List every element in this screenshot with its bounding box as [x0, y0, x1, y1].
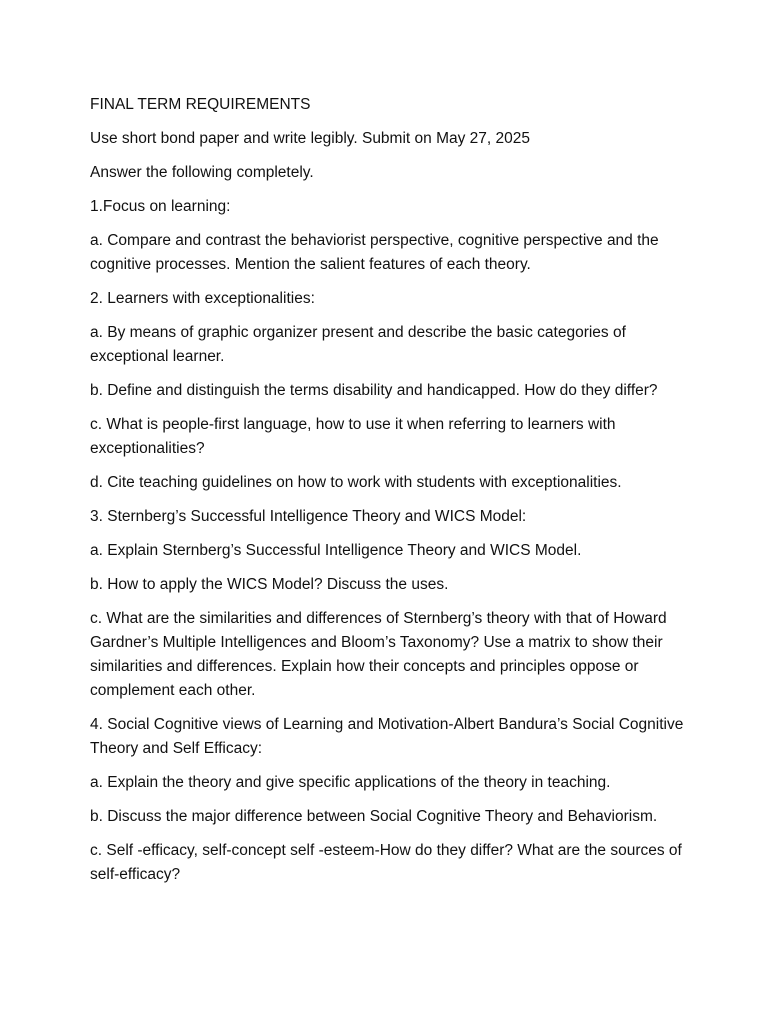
- question-2b: b. Define and distinguish the terms disability and handicapped. How do they differ?: [90, 382, 658, 399]
- document-title: FINAL TERM REQUIREMENTS: [90, 96, 311, 113]
- section-heading-4: 4. Social Cognitive views of Learning and Motivation-Albert Bandura’s Social Cognitive Theory and Self Efficacy:: [90, 716, 684, 757]
- question-2a: a. By means of graphic organizer present and describe the basic categories of exceptional learner.: [90, 324, 626, 365]
- question-1a: a. Compare and contrast the behaviorist perspective, cognitive perspective and the cognitive processes. Mention the salient features of each theory.: [90, 232, 659, 273]
- question-4b: b. Discuss the major difference between Social Cognitive Theory and Behaviorism.: [90, 808, 658, 825]
- question-2c: c. What is people-first language, how to use it when referring to learners with exceptionalities?: [90, 416, 616, 457]
- submission-instructions: Use short bond paper and write legibly. Submit on May 27, 2025: [90, 130, 530, 147]
- question-3c: c. What are the similarities and differences of Sternberg’s theory with that of Howard Gardner’s Multiple Intelligences and Bloom’s Taxonomy? Use a matrix to show their similarities and differences. Explain how their concepts and principles oppose or complement each other.: [90, 610, 667, 699]
- question-4a: a. Explain the theory and give specific applications of the theory in teaching.: [90, 774, 611, 791]
- question-4c: c. Self -efficacy, self-concept self -esteem-How do they differ? What are the sources of self-efficacy?: [90, 842, 682, 883]
- question-3b: b. How to apply the WICS Model? Discuss the uses.: [90, 576, 449, 593]
- question-2d: d. Cite teaching guidelines on how to work with students with exceptionalities.: [90, 474, 622, 491]
- question-3a: a. Explain Sternberg’s Successful Intelligence Theory and WICS Model.: [90, 542, 582, 559]
- section-heading-2: 2. Learners with exceptionalities:: [90, 290, 315, 307]
- general-instruction: Answer the following completely.: [90, 164, 314, 181]
- section-heading-1: 1.Focus on learning:: [90, 198, 231, 215]
- section-heading-3: 3. Sternberg’s Successful Intelligence Theory and WICS Model:: [90, 508, 527, 525]
